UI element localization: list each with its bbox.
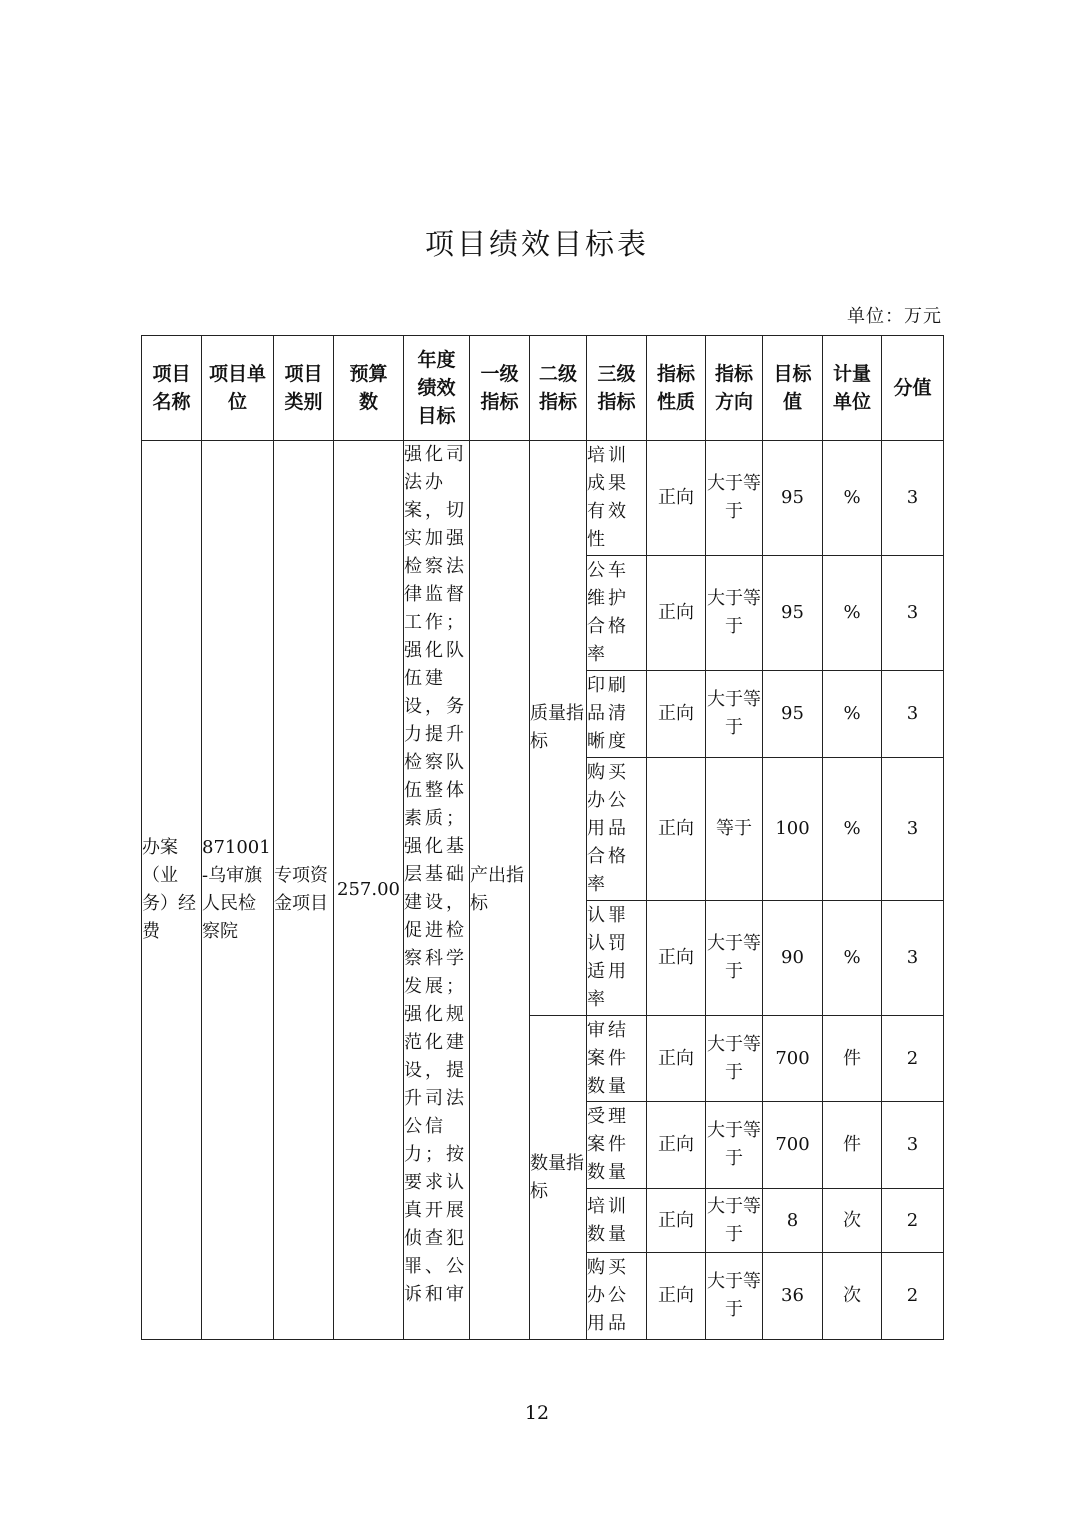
header-cell: 计量单位 xyxy=(823,336,882,441)
measure-cell: % xyxy=(823,671,882,758)
measure-cell: % xyxy=(823,441,882,556)
level3-cell: 受理案件数量 xyxy=(587,1102,647,1189)
header-cell: 分值 xyxy=(882,336,944,441)
target-cell: 100 xyxy=(763,758,823,901)
level3-cell: 购买办公用品合格率 xyxy=(587,758,647,901)
score-cell: 3 xyxy=(882,758,944,901)
measure-cell: % xyxy=(823,556,882,671)
measure-cell: % xyxy=(823,758,882,901)
project-unit-cell: 871001-乌审旗人民检察院 xyxy=(202,441,274,1340)
header-cell: 项目名称 xyxy=(142,336,202,441)
nature-cell: 正向 xyxy=(647,1102,706,1189)
measure-cell: 件 xyxy=(823,1016,882,1102)
header-cell: 一级指标 xyxy=(470,336,530,441)
target-cell: 8 xyxy=(763,1189,823,1253)
level3-cell: 认罪认罚适用率 xyxy=(587,901,647,1016)
target-cell: 90 xyxy=(763,901,823,1016)
header-cell: 项目类别 xyxy=(274,336,334,441)
document-title: 项目绩效目标表 xyxy=(424,227,649,261)
direction-cell: 大于等于 xyxy=(706,1016,763,1102)
header-cell: 三级指标 xyxy=(587,336,647,441)
project-category-cell: 专项资金项目 xyxy=(274,441,334,1340)
score-cell: 2 xyxy=(882,1189,944,1253)
page-number: 12 xyxy=(524,1402,550,1424)
nature-cell: 正向 xyxy=(647,1189,706,1253)
measure-cell: % xyxy=(823,901,882,1016)
direction-cell: 大于等于 xyxy=(706,901,763,1016)
direction-cell: 大于等于 xyxy=(706,556,763,671)
level2-cell: 数量指标 xyxy=(530,1016,587,1340)
unit-label: 单位：万元 xyxy=(847,306,942,327)
header-cell: 年度绩效目标 xyxy=(404,336,470,441)
direction-cell: 大于等于 xyxy=(706,1102,763,1189)
target-cell: 700 xyxy=(763,1102,823,1189)
nature-cell: 正向 xyxy=(647,671,706,758)
header-cell: 目标值 xyxy=(763,336,823,441)
measure-cell: 次 xyxy=(823,1253,882,1340)
score-cell: 2 xyxy=(882,1253,944,1340)
header-cell: 预算数 xyxy=(334,336,404,441)
performance-table xyxy=(141,335,944,1340)
level2-cell: 质量指标 xyxy=(530,441,587,1016)
target-cell: 95 xyxy=(763,441,823,556)
nature-cell: 正向 xyxy=(647,441,706,556)
level3-cell: 培训成果有效性 xyxy=(587,441,647,556)
nature-cell: 正向 xyxy=(647,901,706,1016)
direction-cell: 等于 xyxy=(706,758,763,901)
level3-cell: 培训数量 xyxy=(587,1189,647,1253)
table-row xyxy=(142,441,944,556)
score-cell: 3 xyxy=(882,556,944,671)
score-cell: 2 xyxy=(882,1016,944,1102)
score-cell: 3 xyxy=(882,671,944,758)
measure-cell: 次 xyxy=(823,1189,882,1253)
direction-cell: 大于等于 xyxy=(706,1253,763,1340)
level3-cell: 审结案件数量 xyxy=(587,1016,647,1102)
direction-cell: 大于等于 xyxy=(706,671,763,758)
target-cell: 700 xyxy=(763,1016,823,1102)
level3-cell: 印刷品清晰度 xyxy=(587,671,647,758)
header-cell: 二级指标 xyxy=(530,336,587,441)
direction-cell: 大于等于 xyxy=(706,441,763,556)
nature-cell: 正向 xyxy=(647,758,706,901)
header-row xyxy=(142,336,944,441)
level1-cell: 产出指标 xyxy=(470,441,530,1340)
header-cell: 项目单位 xyxy=(202,336,274,441)
header-cell: 指标方向 xyxy=(706,336,763,441)
direction-cell: 大于等于 xyxy=(706,1189,763,1253)
target-cell: 95 xyxy=(763,671,823,758)
nature-cell: 正向 xyxy=(647,1253,706,1340)
nature-cell: 正向 xyxy=(647,1016,706,1102)
level3-cell: 公车维护合格率 xyxy=(587,556,647,671)
annual-goal-cell: 强化司法办案，切实加强检察法律监督工作；强化队伍建设，务力提升检察队伍整体素质；强化基层基础建设，促进检察科学发展；强化规范化建设，提升司法公信力；按要求认真开展侦查犯罪、公诉和审 xyxy=(404,441,470,1340)
budget-cell: 257.00 xyxy=(334,441,404,1340)
level3-cell: 购买办公用品 xyxy=(587,1253,647,1340)
nature-cell: 正向 xyxy=(647,556,706,671)
target-cell: 95 xyxy=(763,556,823,671)
score-cell: 3 xyxy=(882,1102,944,1189)
score-cell: 3 xyxy=(882,901,944,1016)
project-name-cell: 办案（业务）经费 xyxy=(142,441,202,1340)
header-cell: 指标性质 xyxy=(647,336,706,441)
measure-cell: 件 xyxy=(823,1102,882,1189)
score-cell: 3 xyxy=(882,441,944,556)
target-cell: 36 xyxy=(763,1253,823,1340)
